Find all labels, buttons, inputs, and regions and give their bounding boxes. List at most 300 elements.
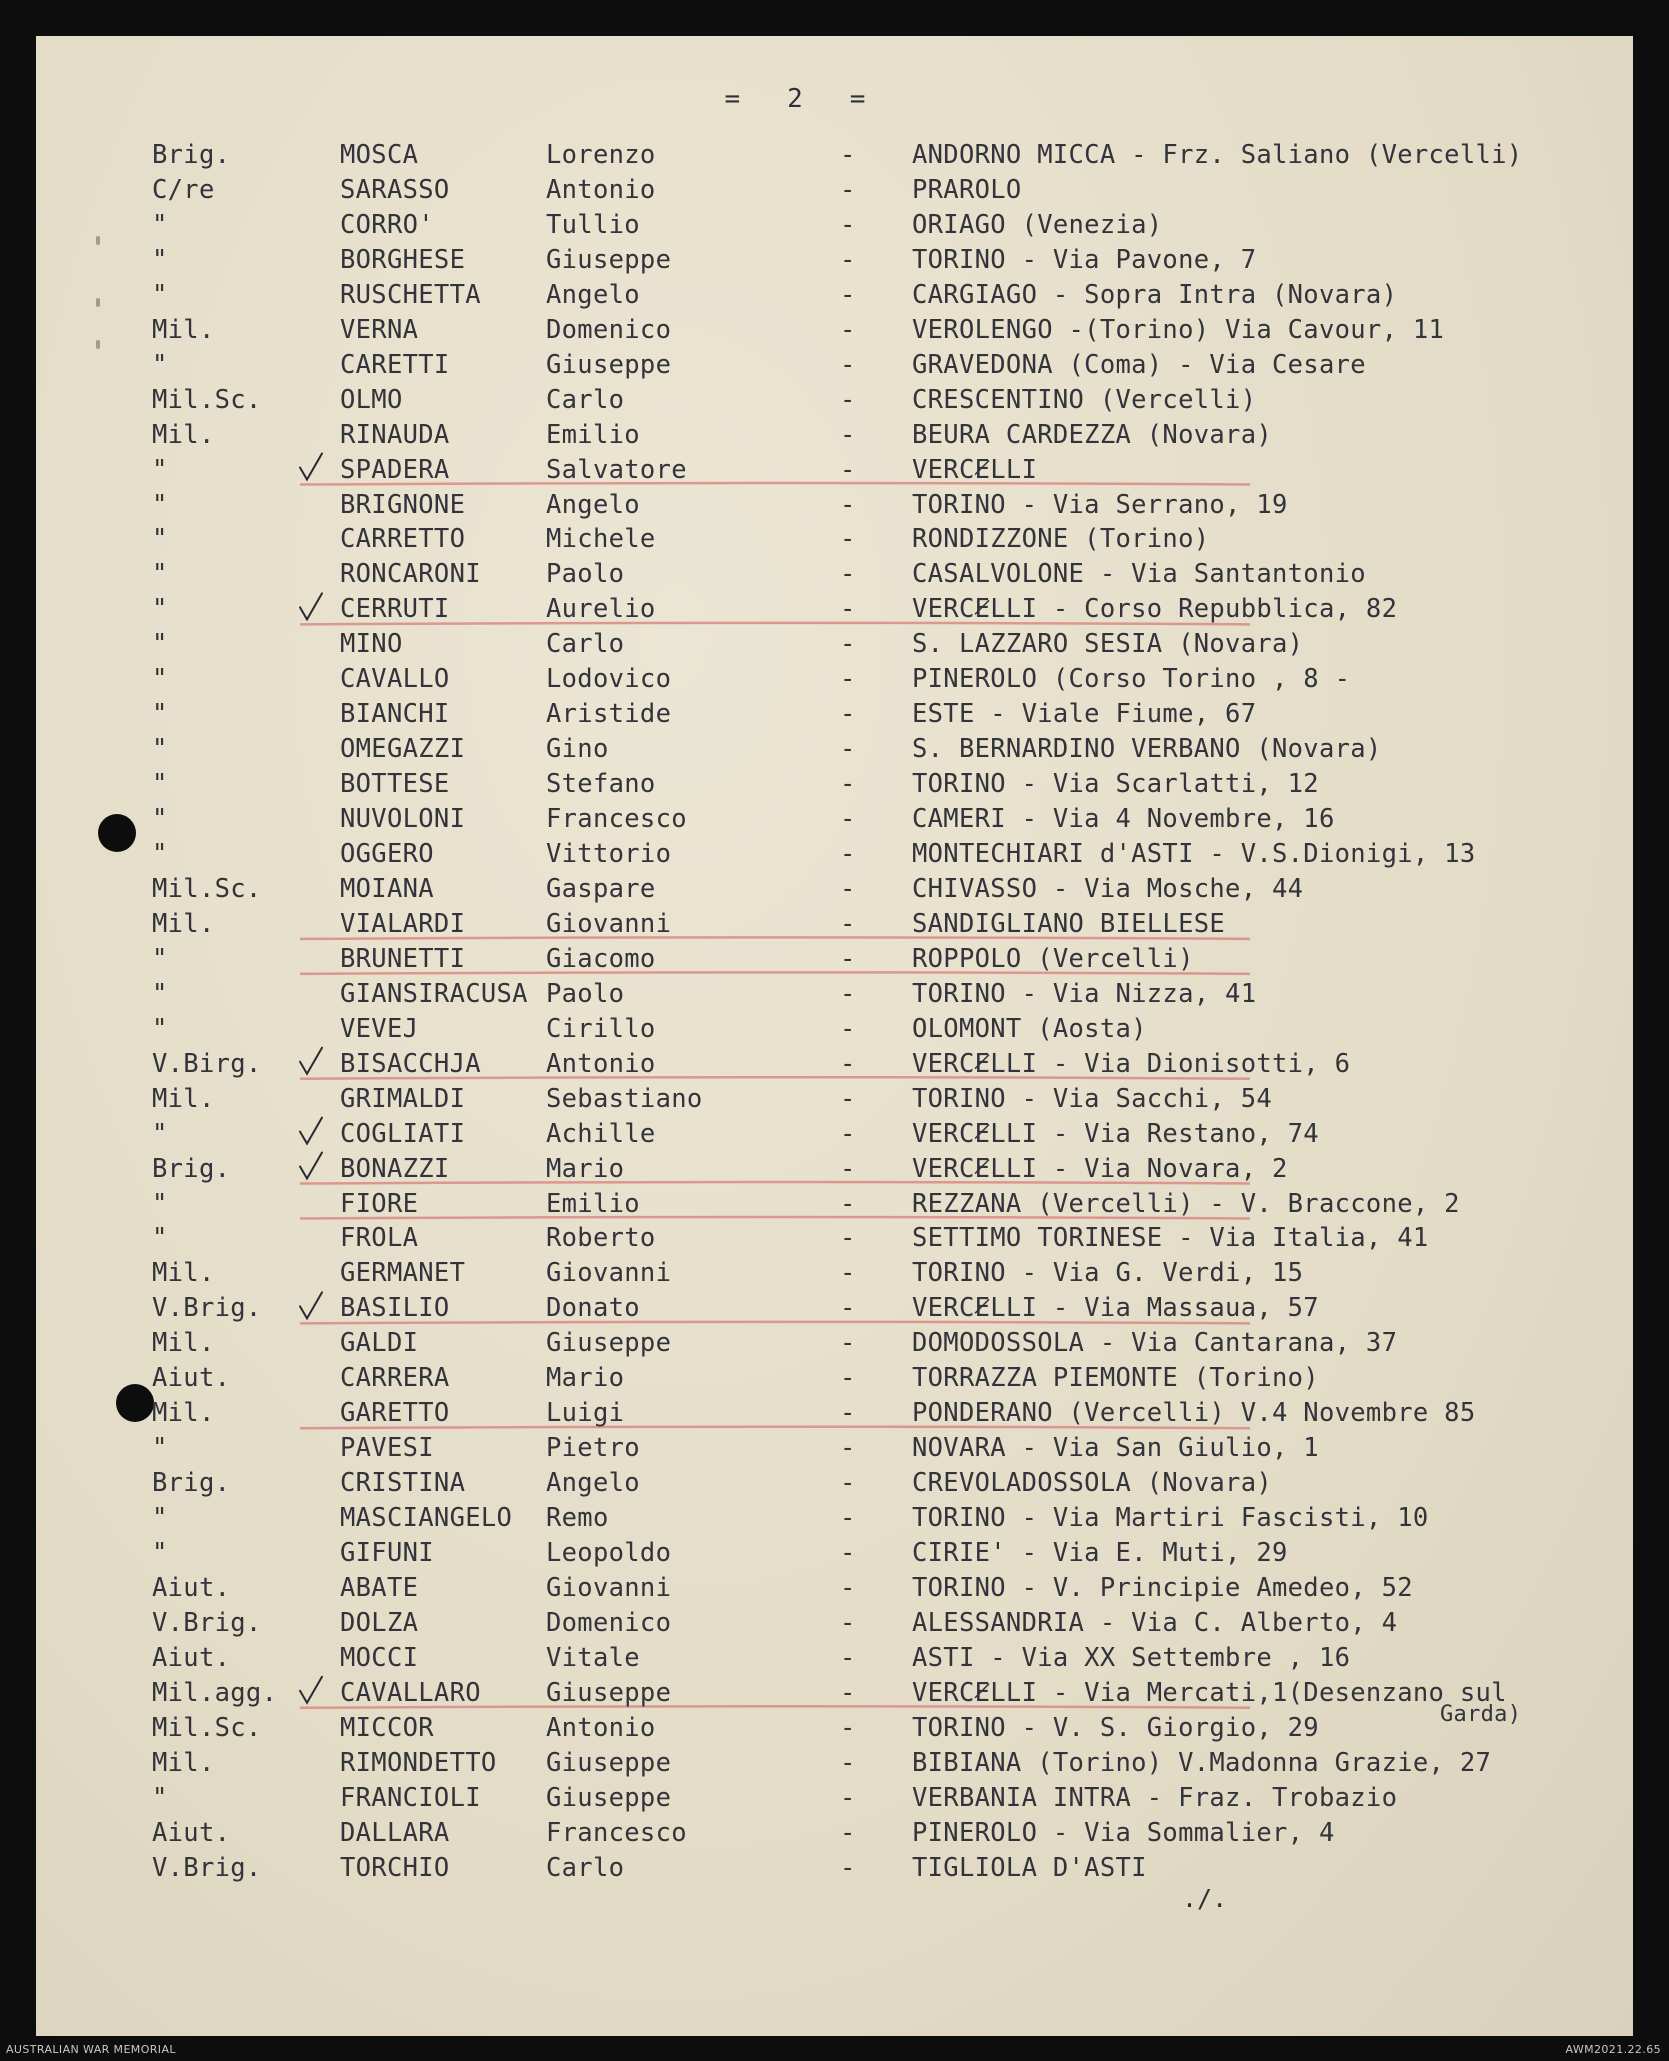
rank-cell: " (152, 559, 168, 590)
first-name-cell: Carlo (546, 384, 625, 415)
surname-cell: GIANSIRACUSA (340, 978, 528, 1009)
list-row (0, 1746, 1669, 1780)
separator-cell: - (840, 943, 856, 974)
first-name-cell: Giuseppe (546, 1677, 672, 1708)
list-row (0, 697, 1669, 731)
surname-cell: SARASSO (340, 174, 450, 205)
address-cell: VERBANIA INTRA - Fraz. Trobazio (912, 1782, 1398, 1813)
first-name-cell: Michele (546, 524, 656, 555)
rank-cell: " (152, 804, 168, 835)
first-name-cell: Antonio (546, 1048, 656, 1079)
rank-cell: " (152, 209, 168, 240)
surname-cell: RONCARONI (340, 559, 481, 590)
address-cell: ALESSANDRIA - Via C. Alberto, 4 (912, 1607, 1398, 1638)
list-row (0, 907, 1669, 941)
rank-cell: Mil. (152, 314, 215, 345)
first-name-cell: Remo (546, 1503, 609, 1534)
address-cell: REZZANA (Vercelli) - V. Braccone, 2 (912, 1188, 1460, 1219)
list-row (0, 1047, 1669, 1081)
first-name-cell: Antonio (546, 1712, 656, 1743)
rank-cell: " (152, 699, 168, 730)
address-cell: CASALVOLONE - Via Santantonio (912, 559, 1366, 590)
separator-cell: - (840, 594, 856, 625)
list-row (0, 662, 1669, 696)
rank-cell: " (152, 524, 168, 555)
address-cell: MONTECHIARI d'ASTI - V.S.Dionigi, 13 (912, 839, 1476, 869)
address-cell: S. BERNARDINO VERBANO (Novara) (912, 734, 1382, 765)
first-name-cell: Paolo (546, 978, 625, 1009)
address-cell: VERCELLI - Via Dionisotti, 6 (912, 1048, 1351, 1079)
rank-cell: " (152, 664, 168, 695)
address-cell: TORINO - Via Serrano, 19 (912, 489, 1288, 520)
separator-cell: - (840, 1677, 856, 1708)
rank-cell: " (152, 1223, 168, 1254)
rank-cell: " (152, 1503, 168, 1534)
list-row (0, 313, 1669, 347)
list-row (0, 872, 1669, 906)
list-row (0, 173, 1669, 207)
rank-cell: Mil.agg. (152, 1677, 278, 1708)
rank-cell: " (152, 454, 168, 485)
address-cell: PRAROLO (912, 174, 1022, 205)
surname-cell: GIFUNI (340, 1538, 434, 1568)
address-cell: CRESCENTINO (Vercelli) (912, 384, 1257, 415)
address-cell: TORINO - Via Martiri Fascisti, 10 (912, 1503, 1429, 1534)
first-name-cell: Giuseppe (546, 349, 672, 380)
address-cell: CARGIAGO - Sopra Intra (Novara) (912, 279, 1398, 310)
first-name-cell: Gaspare (546, 873, 656, 904)
first-name-cell: Giuseppe (546, 244, 672, 275)
rank-cell: Mil. (152, 1747, 215, 1778)
surname-cell: CERRUTI (340, 594, 450, 625)
first-name-cell: Achille (546, 1118, 656, 1149)
address-cell: TORINO - V. S. Giorgio, 29 (912, 1712, 1319, 1743)
rank-cell: Mil. (152, 1398, 215, 1429)
surname-cell: MICCOR (340, 1712, 434, 1743)
surname-cell: BORGHESE (340, 244, 466, 275)
rank-cell: C/re (152, 174, 215, 205)
separator-cell: - (840, 1223, 856, 1254)
list-row (0, 1466, 1669, 1500)
rank-cell: V.Birg. (152, 1048, 262, 1079)
list-row (0, 348, 1669, 382)
surname-cell: FROLA (340, 1223, 419, 1254)
surname-cell: CARETTI (340, 349, 450, 380)
surname-cell: OGGERO (340, 839, 434, 869)
rank-cell: " (152, 1013, 168, 1044)
separator-cell: - (840, 1782, 856, 1813)
surname-cell: NUVOLONI (340, 804, 466, 835)
list-row (0, 1082, 1669, 1116)
list-row (0, 418, 1669, 452)
separator-cell: - (840, 769, 856, 800)
first-name-cell: Antonio (546, 174, 656, 205)
rank-cell: " (152, 734, 168, 765)
list-row (0, 1711, 1669, 1745)
address-cell: NOVARA - Via San Giulio, 1 (912, 1433, 1319, 1464)
address-cell: TORINO - Via Pavone, 7 (912, 244, 1257, 275)
address-cell: ROPPOLO (Vercelli) (912, 943, 1194, 974)
address-cell: ORIAGO (Venezia) (912, 209, 1163, 240)
first-name-cell: Pietro (546, 1433, 640, 1464)
address-cell: VERCELLI - Via Mercati,1(Desenzano sul (912, 1677, 1507, 1708)
address-cell: BEURA CARDEZZA (Novara) (912, 419, 1273, 450)
rank-cell: Mil.Sc. (152, 873, 262, 904)
list-row (0, 522, 1669, 556)
address-cell: OLOMONT (Aosta) (912, 1013, 1147, 1044)
separator-cell: - (840, 1572, 856, 1603)
surname-cell: MOCCI (340, 1642, 419, 1673)
separator-cell: - (840, 1712, 856, 1743)
first-name-cell: Stefano (546, 769, 656, 800)
separator-cell: - (840, 1398, 856, 1429)
list-row (0, 1501, 1669, 1535)
address-cell: TORRAZZA PIEMONTE (Torino) (912, 1363, 1319, 1394)
address-cell: DOMODOSSOLA - Via Cantarana, 37 (912, 1328, 1398, 1359)
list-row (0, 837, 1669, 871)
surname-cell: BRIGNONE (340, 489, 466, 520)
rank-cell: Aiut. (152, 1572, 231, 1603)
list-row (0, 1117, 1669, 1151)
first-name-cell: Donato (546, 1293, 640, 1324)
list-row (0, 1012, 1669, 1046)
separator-cell: - (840, 1817, 856, 1848)
separator-cell: - (840, 1188, 856, 1219)
surname-cell: BIANCHI (340, 699, 450, 730)
address-cell: TORINO - Via Sacchi, 54 (912, 1083, 1273, 1114)
address-cell: VEROLENGO -(Torino) Via Cavour, 11 (912, 314, 1445, 345)
separator-cell: - (840, 1852, 856, 1883)
list-row (0, 1187, 1669, 1221)
first-name-cell: Luigi (546, 1398, 625, 1429)
separator-cell: - (840, 1747, 856, 1778)
first-name-cell: Giovanni (546, 1258, 672, 1289)
address-cell: CIRIE' - Via E. Muti, 29 (912, 1538, 1288, 1568)
surname-cell: DOLZA (340, 1607, 419, 1638)
address-cell: ASTI - Via XX Settembre , 16 (912, 1642, 1351, 1673)
first-name-cell: Angelo (546, 1468, 640, 1499)
list-row (0, 977, 1669, 1011)
rank-cell: Brig. (152, 1468, 231, 1499)
list-row (0, 1851, 1669, 1885)
surname-cell: CAVALLO (340, 664, 450, 695)
separator-cell: - (840, 279, 856, 310)
list-row (0, 732, 1669, 766)
rank-cell: " (152, 349, 168, 380)
first-name-cell: Giacomo (546, 943, 656, 974)
address-cell: SETTIMO TORINESE - Via Italia, 41 (912, 1223, 1429, 1254)
list-row (0, 1221, 1669, 1255)
list-row (0, 942, 1669, 976)
list-row (0, 1536, 1669, 1570)
first-name-cell: Giuseppe (546, 1747, 672, 1778)
separator-cell: - (840, 349, 856, 380)
continuation-mark: ./. (1182, 1884, 1228, 1913)
separator-cell: - (840, 1293, 856, 1324)
first-name-cell: Angelo (546, 279, 640, 310)
separator-cell: - (840, 1468, 856, 1499)
surname-cell: CRISTINA (340, 1468, 466, 1499)
first-name-cell: Sebastiano (546, 1083, 703, 1114)
list-row (0, 243, 1669, 277)
rank-cell: V.Brig. (152, 1607, 262, 1638)
rank-cell: Mil. (152, 419, 215, 450)
surname-cell: GERMANET (340, 1258, 466, 1289)
surname-cell: TORCHIO (340, 1852, 450, 1883)
list-row (0, 1571, 1669, 1605)
surname-cell: MASCIANGELO (340, 1503, 513, 1534)
surname-cell: COGLIATI (340, 1118, 466, 1149)
rank-cell: Mil. (152, 1258, 215, 1289)
surname-cell: ABATE (340, 1572, 419, 1603)
separator-cell: - (840, 1607, 856, 1638)
surname-cell: MOSCA (340, 140, 419, 170)
first-name-cell: Giuseppe (546, 1328, 672, 1359)
address-cell: TORINO - Via Nizza, 41 (912, 978, 1257, 1009)
separator-cell: - (840, 734, 856, 765)
rank-cell: " (152, 839, 168, 869)
separator-cell: - (840, 664, 856, 695)
separator-cell: - (840, 419, 856, 450)
surname-cell: FRANCIOLI (340, 1782, 481, 1813)
separator-cell: - (840, 1153, 856, 1184)
address-cell: VERCELLI - Corso Repubblica, 82 (912, 594, 1398, 625)
surname-cell: MINO (340, 629, 403, 660)
separator-cell: - (840, 1538, 856, 1568)
address-cell: PINEROLO - Via Sommalier, 4 (912, 1817, 1335, 1848)
first-name-cell: Francesco (546, 1817, 687, 1848)
surname-cell: CAVALLARO (340, 1677, 481, 1708)
address-cell: VERCELLI - Via Massaua, 57 (912, 1293, 1319, 1324)
separator-cell: - (840, 839, 856, 869)
rank-cell: " (152, 1433, 168, 1464)
rank-cell: Brig. (152, 140, 231, 170)
rank-cell: Aiut. (152, 1363, 231, 1394)
surname-cell: GALDI (340, 1328, 419, 1359)
rank-cell: " (152, 629, 168, 660)
surname-cell: DALLARA (340, 1817, 450, 1848)
rank-cell: Mil. (152, 1083, 215, 1114)
address-cell: VERCELLI - Via Novara, 2 (912, 1153, 1288, 1184)
rank-cell: " (152, 1188, 168, 1219)
first-name-cell: Francesco (546, 804, 687, 835)
address-cell: VERCELLI (912, 454, 1038, 485)
surname-cell: VEVEJ (340, 1013, 419, 1044)
list-row (0, 138, 1669, 172)
list-row (0, 488, 1669, 522)
separator-cell: - (840, 244, 856, 275)
separator-cell: - (840, 524, 856, 555)
first-name-cell: Lodovico (546, 664, 672, 695)
rank-cell: " (152, 594, 168, 625)
address-cell: SANDIGLIANO BIELLESE (912, 908, 1226, 939)
separator-cell: - (840, 1118, 856, 1149)
separator-cell: - (840, 1258, 856, 1289)
first-name-cell: Cirillo (546, 1013, 656, 1044)
separator-cell: - (840, 559, 856, 590)
first-name-cell: Paolo (546, 559, 625, 590)
separator-cell: - (840, 629, 856, 660)
list-row (0, 1641, 1669, 1675)
footer-bar (0, 2040, 1669, 2061)
separator-cell: - (840, 489, 856, 520)
rank-cell: Mil.Sc. (152, 1712, 262, 1743)
list-row (0, 802, 1669, 836)
list-row (0, 1396, 1669, 1430)
separator-cell: - (840, 1048, 856, 1079)
first-name-cell: Roberto (546, 1223, 656, 1254)
rank-cell: " (152, 1118, 168, 1149)
first-name-cell: Gino (546, 734, 609, 765)
surname-cell: CARRERA (340, 1363, 450, 1394)
surname-cell: BONAZZI (340, 1153, 450, 1184)
first-name-cell: Mario (546, 1153, 625, 1184)
rank-cell: " (152, 244, 168, 275)
separator-cell: - (840, 454, 856, 485)
surname-cell: BRUNETTI (340, 943, 466, 974)
address-continuation-cell: Garda) (1440, 1701, 1522, 1727)
address-cell: PINEROLO (Corso Torino , 8 - (912, 664, 1351, 695)
surname-cell: BOTTESE (340, 769, 450, 800)
first-name-cell: Vitale (546, 1642, 640, 1673)
separator-cell: - (840, 908, 856, 939)
rank-cell: " (152, 279, 168, 310)
separator-cell: - (840, 873, 856, 904)
separator-cell: - (840, 1083, 856, 1114)
list-row (0, 592, 1669, 626)
address-cell: CREVOLADOSSOLA (Novara) (912, 1468, 1273, 1499)
address-cell: CAMERI - Via 4 Novembre, 16 (912, 804, 1335, 835)
list-row (0, 453, 1669, 487)
first-name-cell: Lorenzo (546, 140, 656, 170)
rank-cell: Mil. (152, 908, 215, 939)
surname-cell: FIORE (340, 1188, 419, 1219)
first-name-cell: Tullio (546, 209, 640, 240)
list-row (0, 1256, 1669, 1290)
separator-cell: - (840, 1642, 856, 1673)
footer-archive-name: AUSTRALIAN WAR MEMORIAL (6, 2043, 176, 2056)
rank-cell: V.Brig. (152, 1852, 262, 1883)
separator-cell: - (840, 1503, 856, 1534)
first-name-cell: Carlo (546, 629, 625, 660)
address-cell: VERCELLI - Via Restano, 74 (912, 1118, 1319, 1149)
list-row (0, 383, 1669, 417)
address-cell: S. LAZZARO SESIA (Novara) (912, 629, 1304, 660)
rank-cell: Mil.Sc. (152, 384, 262, 415)
rank-cell: V.Brig. (152, 1293, 262, 1324)
list-row (0, 1291, 1669, 1325)
separator-cell: - (840, 384, 856, 415)
list-row (0, 1676, 1669, 1727)
surname-cell: PAVESI (340, 1433, 434, 1464)
first-name-cell: Giovanni (546, 908, 672, 939)
list-row (0, 278, 1669, 312)
separator-cell: - (840, 804, 856, 835)
separator-cell: - (840, 209, 856, 240)
rank-cell: " (152, 1538, 168, 1568)
list-row (0, 1326, 1669, 1360)
first-name-cell: Angelo (546, 489, 640, 520)
first-name-cell: Giuseppe (546, 1782, 672, 1813)
rank-cell: " (152, 769, 168, 800)
list-row (0, 557, 1669, 591)
first-name-cell: Salvatore (546, 454, 687, 485)
separator-cell: - (840, 1433, 856, 1464)
surname-cell: RIMONDETTO (340, 1747, 497, 1778)
address-cell: BIBIANA (Torino) V.Madonna Grazie, 27 (912, 1747, 1492, 1778)
surname-cell: MOIANA (340, 873, 434, 904)
rank-cell: Brig. (152, 1153, 231, 1184)
separator-cell: - (840, 699, 856, 730)
surname-cell: BASILIO (340, 1293, 450, 1324)
surname-cell: VIALARDI (340, 908, 466, 939)
address-cell: CHIVASSO - Via Mosche, 44 (912, 873, 1304, 904)
separator-cell: - (840, 1013, 856, 1044)
list-row (0, 627, 1669, 661)
rank-cell: " (152, 978, 168, 1009)
address-cell: TORINO - V. Principie Amedeo, 52 (912, 1572, 1413, 1603)
page-number: = 2 = (724, 84, 866, 114)
address-cell: RONDIZZONE (Torino) (912, 524, 1210, 555)
rank-cell: Aiut. (152, 1817, 231, 1848)
separator-cell: - (840, 1328, 856, 1359)
first-name-cell: Mario (546, 1363, 625, 1394)
address-cell: TORINO - Via Scarlatti, 12 (912, 769, 1319, 800)
surname-cell: CARRETTO (340, 524, 466, 555)
surname-cell: RUSCHETTA (340, 279, 481, 310)
address-cell: PONDERANO (Vercelli) V.4 Novembre 85 (912, 1398, 1476, 1429)
address-cell: ESTE - Viale Fiume, 67 (912, 699, 1257, 730)
list-row (0, 1361, 1669, 1395)
separator-cell: - (840, 140, 856, 170)
list-row (0, 1431, 1669, 1465)
first-name-cell: Vittorio (546, 839, 672, 869)
list-row (0, 767, 1669, 801)
separator-cell: - (840, 1363, 856, 1394)
first-name-cell: Aurelio (546, 594, 656, 625)
separator-cell: - (840, 978, 856, 1009)
address-cell: TORINO - Via G. Verdi, 15 (912, 1258, 1304, 1289)
surname-cell: BISACCHJA (340, 1048, 481, 1079)
surname-cell: CORRO' (340, 209, 434, 240)
surname-cell: GRIMALDI (340, 1083, 466, 1114)
first-name-cell: Domenico (546, 314, 672, 345)
address-cell: GRAVEDONA (Coma) - Via Cesare (912, 349, 1366, 380)
first-name-cell: Giovanni (546, 1572, 672, 1603)
footer-reference: AWM2021.22.65 (1565, 2043, 1661, 2056)
list-row (0, 1152, 1669, 1186)
list-row (0, 208, 1669, 242)
surname-cell: OLMO (340, 384, 403, 415)
rank-cell: Mil. (152, 1328, 215, 1359)
list-row (0, 1816, 1669, 1850)
first-name-cell: Emilio (546, 1188, 640, 1219)
surname-cell: GARETTO (340, 1398, 450, 1429)
first-name-cell: Aristide (546, 699, 672, 730)
rank-cell: " (152, 943, 168, 974)
list-row (0, 1606, 1669, 1640)
list-row (0, 1781, 1669, 1815)
surname-cell: SPADERA (340, 454, 450, 485)
first-name-cell: Carlo (546, 1852, 625, 1883)
first-name-cell: Domenico (546, 1607, 672, 1638)
surname-cell: VERNA (340, 314, 419, 345)
first-name-cell: Emilio (546, 419, 640, 450)
separator-cell: - (840, 314, 856, 345)
first-name-cell: Leopoldo (546, 1538, 672, 1568)
rank-cell: " (152, 1782, 168, 1813)
address-cell: ANDORNO MICCA - Frz. Saliano (Vercelli) (912, 140, 1523, 170)
